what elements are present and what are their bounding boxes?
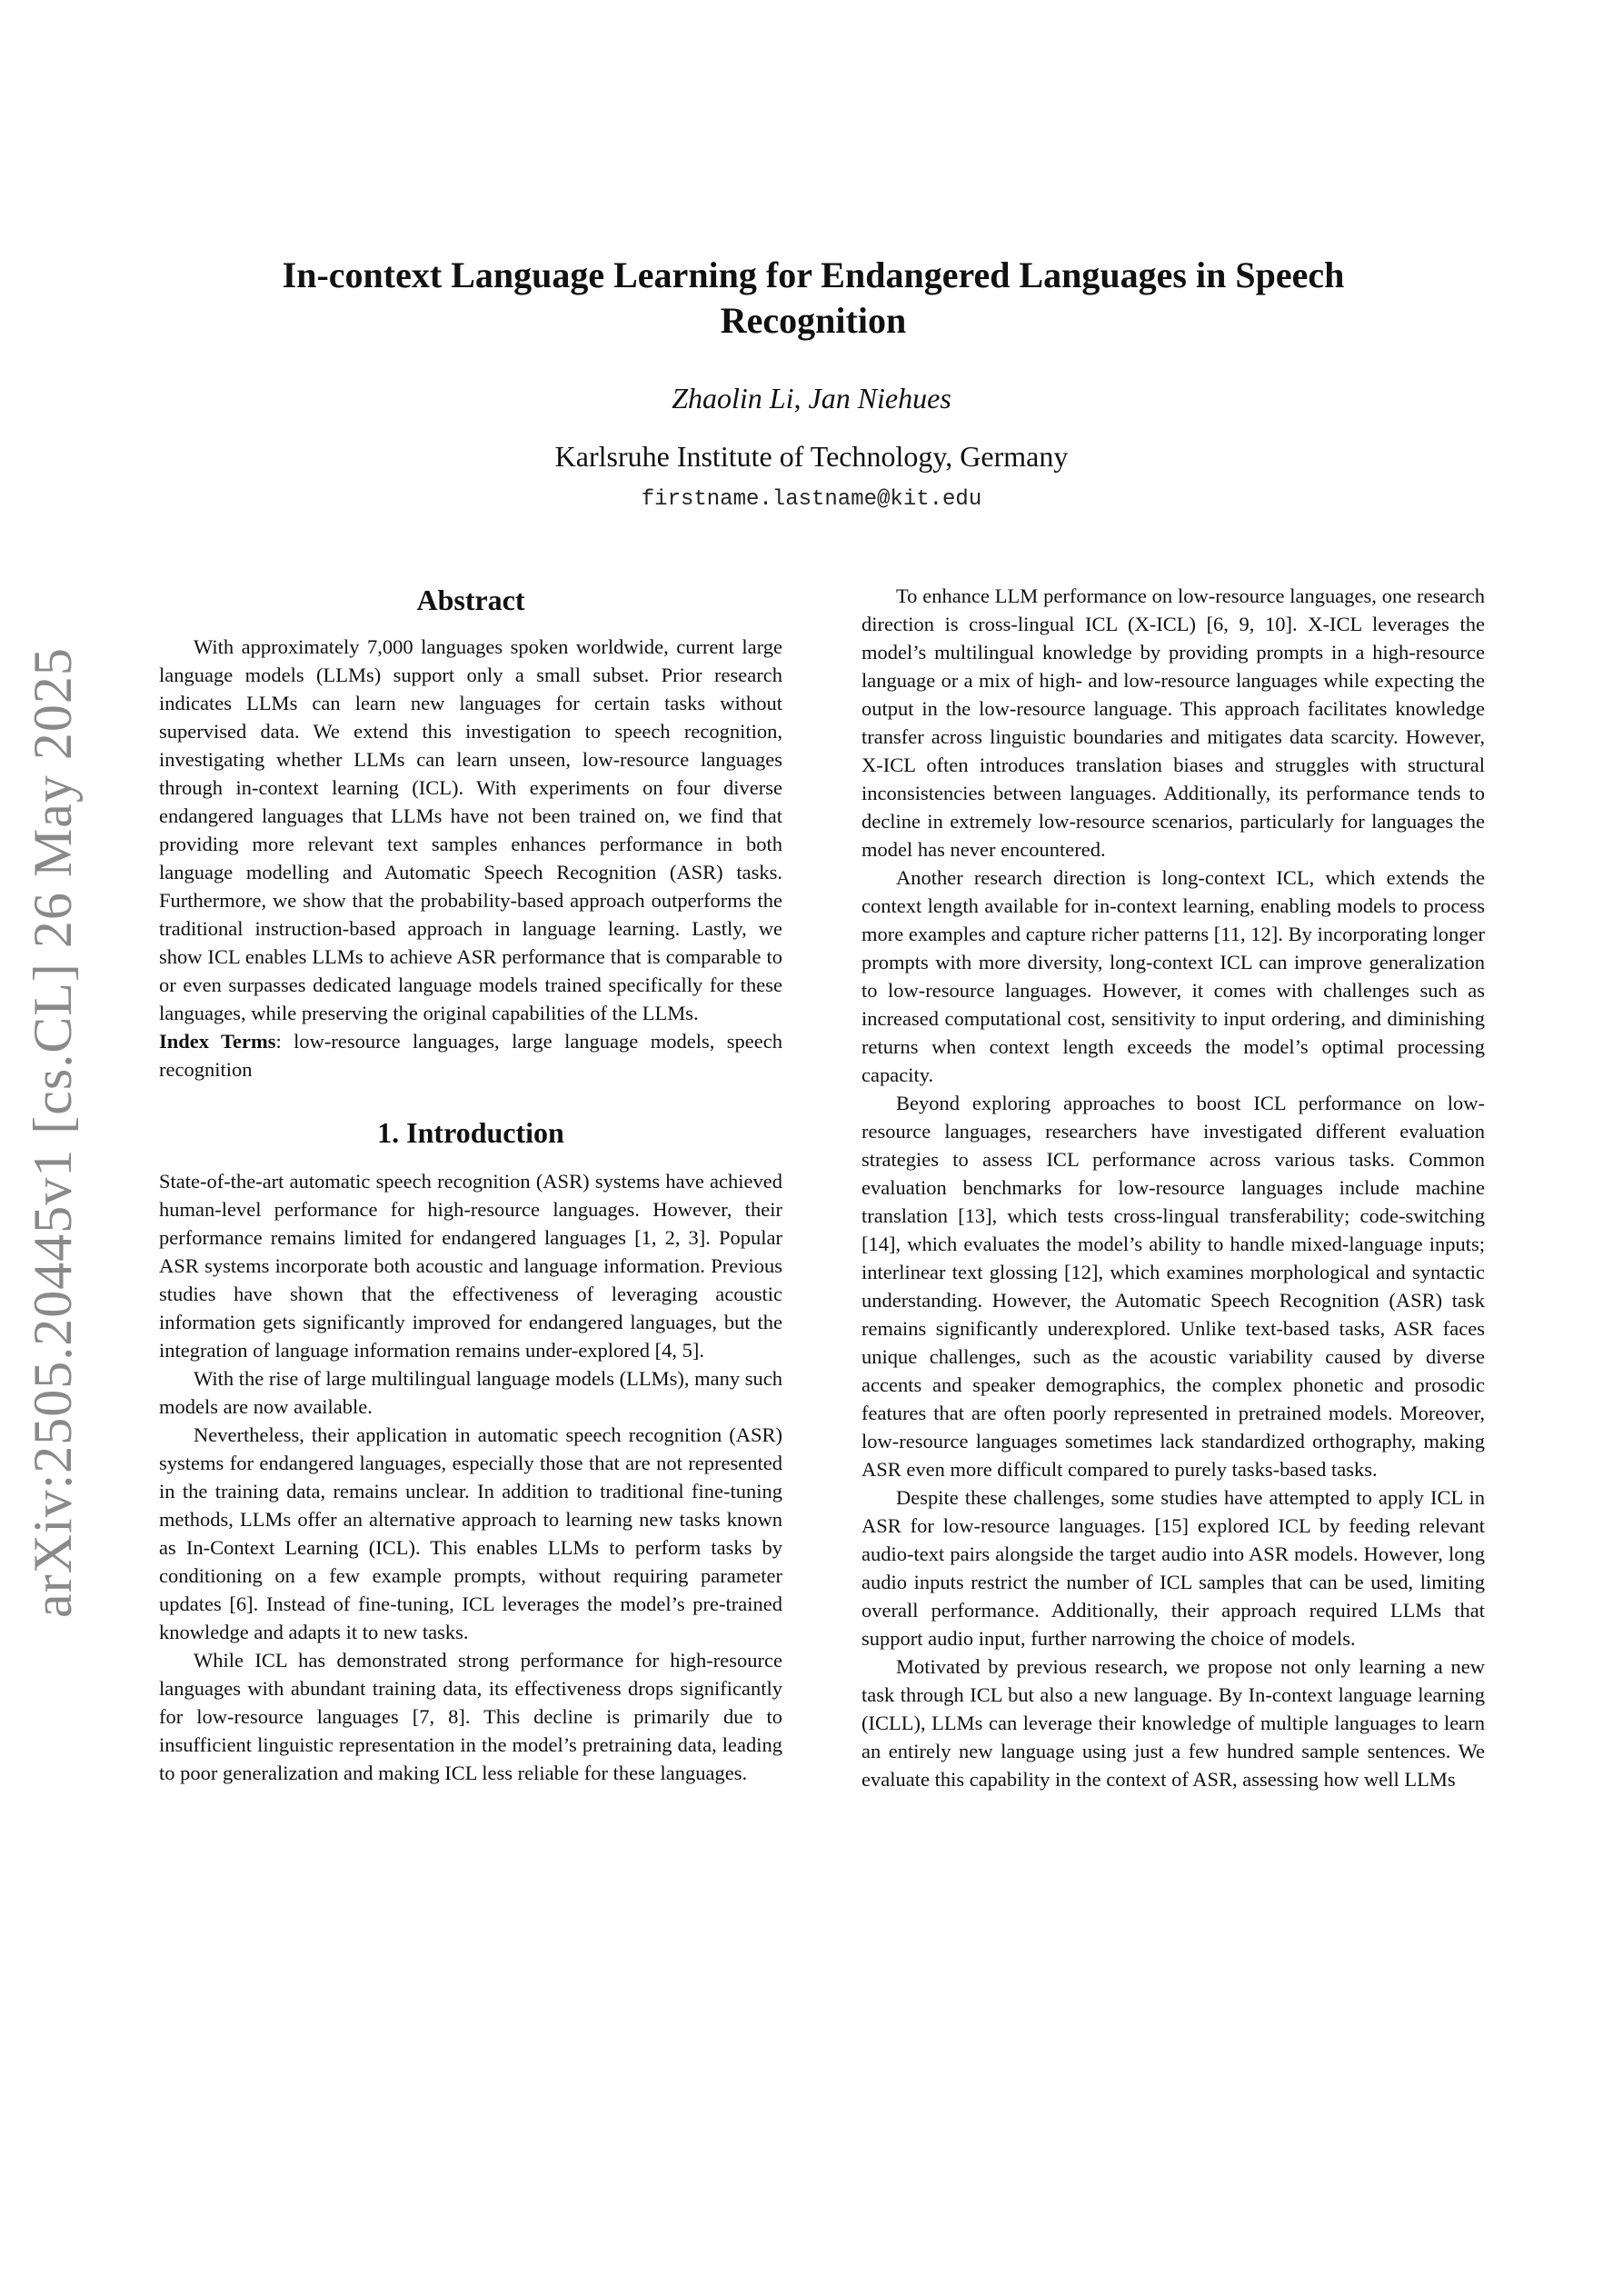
right-column xyxy=(861,582,1485,1793)
arxiv-identifier: arXiv:2505.20445v1 [cs.CL] 26 May 2025 xyxy=(23,647,83,1618)
right-paragraph-3: Beyond exploring approaches to boost ICL performance on low-resource languages, researchers have investigated different evaluation strategies to assess ICL performance across various tasks. Common evaluation benchmarks for low-resource languages include machine translation [13], which tests cross-lingual transferability; code-switching [14], which evaluates the model’s ability to handle mixed-language inputs; interlinear text glossing [12], which examines morphological and syntactic understanding. However, the Automatic Speech Recognition (ASR) task remains significantly underexplored. Unlike text-based tasks, ASR faces unique challenges, such as the acoustic variability caused by diverse accents and speaker demographics, the complex phonetic and prosodic features that are often poorly represented in pretrained models. Moreover, low-resource languages sometimes lack standardized orthography, making ASR even more difficult compared to purely tasks-based tasks. xyxy=(861,1092,1485,1481)
intro-paragraph-2: With the rise of large multilingual language models (LLMs), many such models are now available. xyxy=(159,1367,782,1418)
abstract-text: With approximately 7,000 languages spoken worldwide, current large language models (LLMs) support only a small subset. Prior research indicates LLMs can learn new languages for certain tasks without supervised data. We extend this investigation to speech recognition, investigating whether LLMs can learn unseen, low-resource languages through in-context learning (ICL). With experiments on four diverse endangered languages that LLMs have not been trained on, we find that providing more relevant text samples enhances performance in both language modelling and Automatic Speech Recognition (ASR) tasks. Furthermore, we show that the probability-based approach outperforms the traditional instruction-based approach in language learning. Lastly, we show ICL enables LLMs to achieve ASR performance that is comparable to or even surpasses dedicated language models trained specifically for these languages, while preserving the original capabilities of the LLMs. xyxy=(159,635,782,1024)
paper-title: In-context Language Learning for Endangered Languages in Speech Recognition xyxy=(282,255,1345,341)
intro-paragraph-4: While ICL has demonstrated strong performance for high-resource languages with abundant training data, its effectiveness drops significantly for low-resource languages [7, 8]. This decline is primarily due to insufficient linguistic representation in the model’s pretraining data, leading to poor generalization and making ICL less reliable for these languages. xyxy=(159,1649,782,1784)
left-column xyxy=(159,582,782,1787)
right-paragraph-4: Despite these challenges, some studies have attempted to apply ICL in ASR for low-resource languages. [15] explored ICL by feeding relevant audio-text pairs alongside the target audio into ASR models. However, long audio inputs restrict the number of ICL samples that can be used, limiting overall performance. Additionally, their approach required LLMs that support audio input, further narrowing the choice of models. xyxy=(861,1486,1485,1650)
index-terms xyxy=(159,1027,782,1083)
affiliation: Karlsruhe Institute of Technology, Germany xyxy=(554,440,1069,473)
introduction-heading: 1. Introduction xyxy=(377,1116,564,1149)
abstract-heading: Abstract xyxy=(416,584,525,616)
intro-paragraph-1: State-of-the-art automatic speech recognition (ASR) systems have achieved human-level performance for high-resource languages. However, their performance remains limited for endangered languages [1, 2, 3]. Popular ASR systems incorporate both acoustic and language information. Previous studies have shown that the effectiveness of leveraging acoustic information gets significantly improved for endangered languages, but the integration of language information remains under-explored [4, 5]. xyxy=(159,1170,782,1362)
right-paragraph-2: Another research direction is long-context ICL, which extends the context length available for in-context learning, enabling models to process more examples and capture richer patterns [11, 12]. By incorporating longer prompts with more diversity, long-context ICL can improve generalization to low-resource languages. However, it comes with challenges such as increased computational cost, sensitivity to input ordering, and diminishing returns when context length exceeds the model’s optimal processing capacity. xyxy=(861,866,1485,1086)
authors: Zhaolin Li, Jan Niehues xyxy=(672,382,951,414)
index-terms-label: Index Terms xyxy=(159,1030,276,1053)
index-terms-text: : low-resource languages, large language models, speech recognition xyxy=(159,1030,782,1081)
email[interactable]: firstname.lastname@kit.edu xyxy=(641,487,982,512)
intro-paragraph-3: Nevertheless, their application in automatic speech recognition (ASR) systems for endangered languages, especially those that are not represented in the training data, remains unclear. In addition to traditional fine-tuning methods, LLMs offer an alternative approach to learning new tasks known as In-Context Learning (ICL). This enables LLMs to perform tasks by conditioning on a few example prompts, without requiring parameter updates [6]. Instead of fine-tuning, ICL leverages the model’s pre-trained knowledge and adapts it to new tasks. xyxy=(159,1423,782,1643)
right-paragraph-1: To enhance LLM performance on low-resource languages, one research direction is cross-lingual ICL (X-ICL) [6, 9, 10]. X-ICL leverages the model’s multilingual knowledge by providing prompts in a high-resource language or a mix of high- and low-resource languages while expecting the output in the low-resource language. This approach facilitates knowledge transfer across linguistic boundaries and mitigates data scarcity. However, X-ICL often introduces translation biases and struggles with structural inconsistencies between languages. Additionally, its performance tends to decline in extremely low-resource scenarios, particularly for languages the model has never encountered. xyxy=(861,584,1485,861)
right-paragraph-5: Motivated by previous research, we propose not only learning a new task through ICL but also a new language. By In-context language learning (ICLL), LLMs can leverage their knowledge of multiple languages to learn an entirely new language using just a few hundred sample sentences. We evaluate this capability in the context of ASR, assessing how well LLMs xyxy=(861,1655,1485,1791)
